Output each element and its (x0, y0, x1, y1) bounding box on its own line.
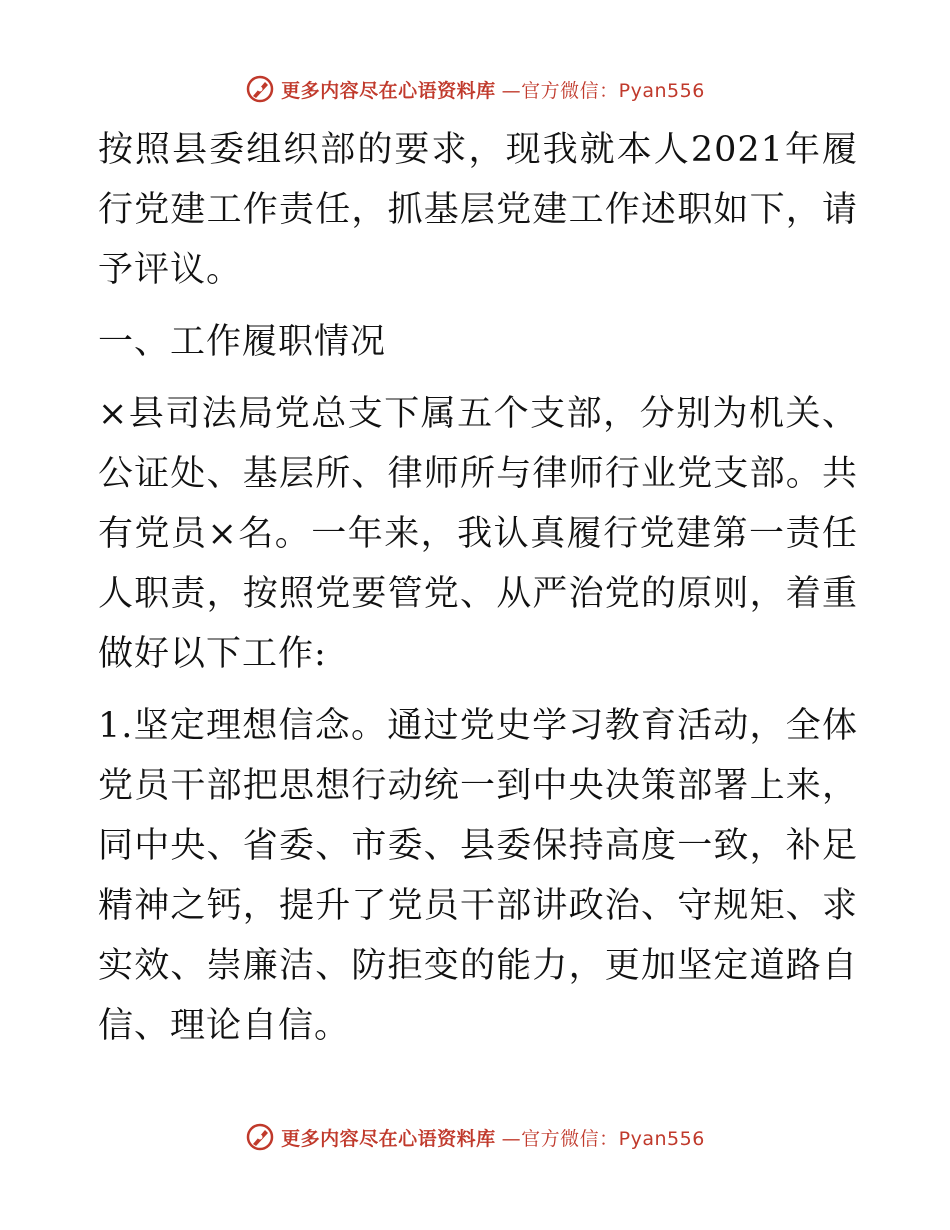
document-body (98, 120, 858, 1068)
watermark-sub-text: —官方微信：Pyan556 (501, 79, 705, 102)
footer-watermark (0, 1122, 950, 1152)
watermark-main-text: 更多内容尽在心语资料库 (281, 1127, 496, 1150)
pen-logo-icon (245, 74, 275, 104)
overview-paragraph: ×县司法局党总支下属五个支部，分别为机关、公证处、基层所、律师所与律师行业党支部。共有党员×名。一年来，我认真履行党建第一责任人职责，按照党要管党、从严治党的原则，着重做好以下工作: (98, 394, 858, 674)
section-heading: 一、工作履职情况 (98, 322, 387, 362)
item-1-paragraph: 1.坚定理想信念。通过党史学习教育活动，全体党员干部把思想行动统一到中央决策部署上来，同中央、省委、市委、县委保持高度一致，补足精神之钙，提升了党员干部讲政治、守规矩、求实效、崇廉洁、防拒变的能力，更加坚定道路自信、理论自信。 (98, 706, 858, 1046)
intro-paragraph: 按照县委组织部的要求，现我就本人2021年履行党建工作责任，抓基层党建工作述职如下，请予评议。 (98, 130, 858, 290)
header-watermark (0, 74, 950, 104)
watermark-main-text: 更多内容尽在心语资料库 (281, 79, 496, 102)
watermark-sub-text: —官方微信：Pyan556 (501, 1127, 705, 1150)
pen-logo-icon (245, 1122, 275, 1152)
